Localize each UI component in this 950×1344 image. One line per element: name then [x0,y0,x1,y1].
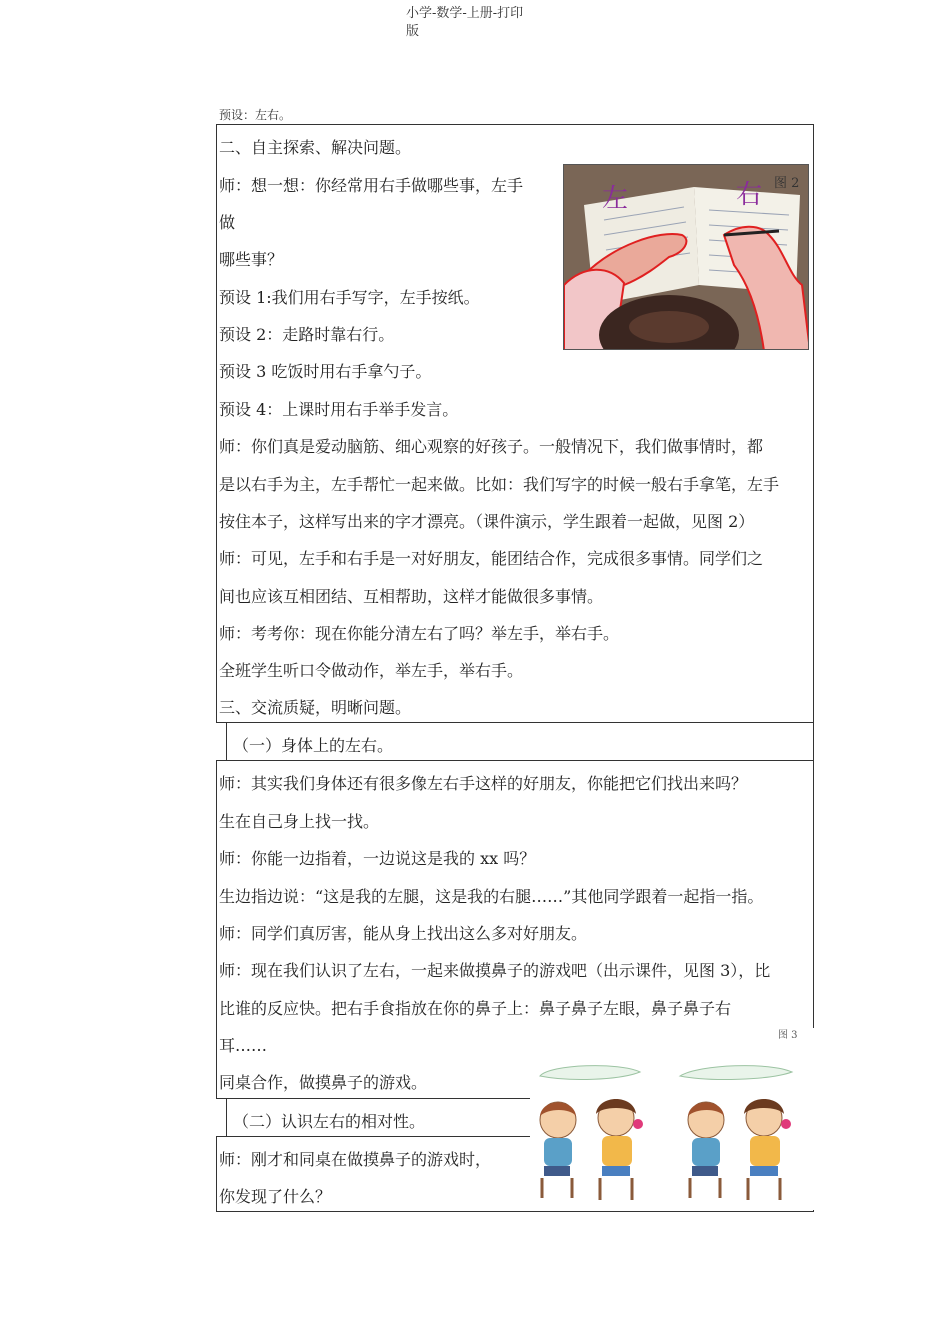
paragraph-line: 间也应该互相团结、互相帮助，这样才能做很多事情。 [219,587,604,606]
figure-2-left-char: 左 [602,184,629,214]
paragraph-line: 预设 1:我们用右手写字，左手按纸。 [219,288,480,307]
paragraph-line: 同桌合作，做摸鼻子的游戏。 [219,1073,428,1092]
paragraph-line: 师：现在我们认识了左右，一起来做摸鼻子的游戏吧（出示课件，见图 3），比 [219,961,771,980]
paragraph-line: 做 [219,213,236,232]
section2-title: 二、自主探索、解决问题。 [219,138,412,157]
paragraph-line: 耳…… [219,1036,268,1055]
figure-2-right-char: 右 [736,180,763,210]
paragraph-line: 师：其实我们身体还有很多像左右手这样的好朋友，你能把它们找出来吗？ [219,774,748,793]
paragraph-line: 预设 2：走路时靠右行。 [219,325,395,344]
header-line-1: 小学-数学-上册-打印 [406,6,524,21]
section3-title: 三、交流质疑，明晰问题。 [219,698,412,717]
figure-2-illustration [564,165,809,350]
paragraph-line: 哪些事？ [219,250,284,269]
figure-2-label: 图 2 [774,176,800,191]
page-header [406,5,556,41]
paragraph-line: 师：考考你：现在你能分清左右了吗？举左手，举右手。 [219,624,620,643]
paragraph-line: 生边指边说：“这是我的左腿，这是我的右腿……”其他同学跟着一起指一指。 [219,887,764,906]
paragraph-line: 是以右手为主，左手帮忙一起来做。比如：我们写字的时候一般右手拿笔，左手 [219,475,780,494]
paragraph-line: 比谁的反应快。把右手食指放在你的鼻子上：鼻子鼻子左眼，鼻子鼻子右 [219,999,732,1018]
paragraph-line: 按住本子，这样写出来的字才漂亮。（课件演示，学生跟着一起做，见图 2） [219,512,755,531]
paragraph-line: 你发现了什么？ [219,1187,332,1206]
paragraph-line: 师：想一想：你经常用右手做哪些事，左手 [219,176,524,195]
paragraph-line: 师：刚才和同桌在做摸鼻子的游戏时， [219,1150,492,1169]
paragraph-line: 师：你们真是爱动脑筋、细心观察的好孩子。一般情况下，我们做事情时，都 [219,437,764,456]
paragraph-line: 师：可见，左手和右手是一对好朋友，能团结合作，完成很多事情。同学们之 [219,549,764,568]
subsection-2-title: （二）认识左右的相对性。 [233,1112,426,1131]
figure-3-illustration [530,1028,814,1210]
figure-3-label: 图 3 [778,1030,798,1041]
paragraph-line: 师：同学们真厉害，能从身上找出这么多对好朋友。 [219,924,588,943]
header-line-2: 版 [406,24,420,39]
paragraph-line: 师：你能一边指着，一边说这是我的 xx 吗？ [219,849,536,868]
subsection-1-title: （一）身体上的左右。 [233,736,394,755]
figure-2-photo [563,164,809,350]
paragraph-line: 预设 3 吃饭时用右手拿勺子。 [219,362,432,381]
preset-note: 预设：左右。 [219,108,292,122]
paragraph-line: 生在自己身上找一找。 [219,812,380,831]
figure-3-cartoon [530,1028,814,1210]
paragraph-line: 预设 4：上课时用右手举手发言。 [219,400,459,419]
paragraph-line: 全班学生听口令做动作，举左手，举右手。 [219,661,524,680]
